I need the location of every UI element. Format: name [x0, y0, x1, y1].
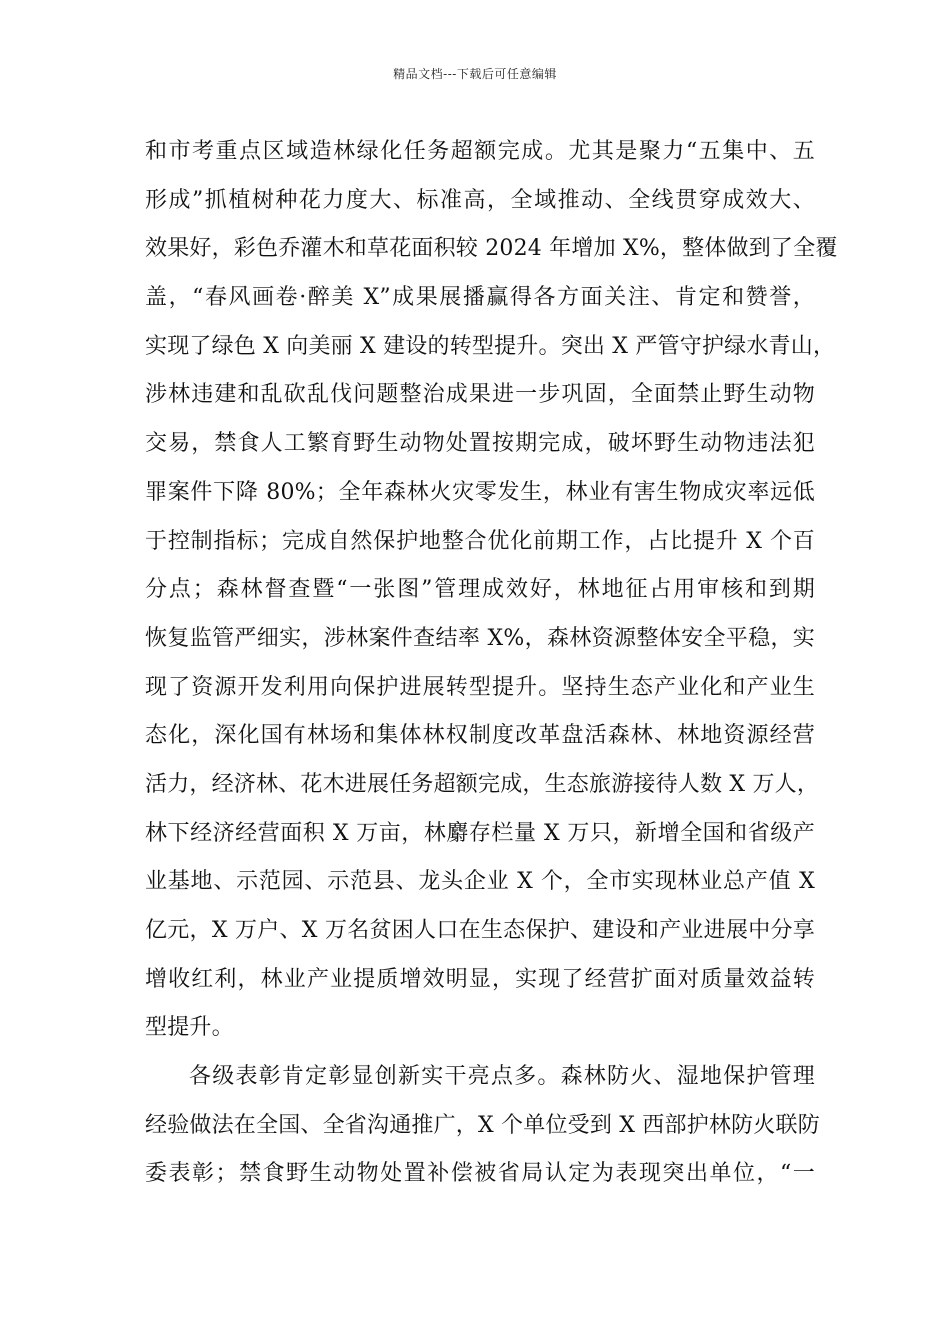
- text-line: 效果好，彩色乔灌木和草花面积较 2024 年增加 X%，整体做到了全覆: [145, 236, 838, 262]
- text-line: 交易，禁食人工繁育野生动物处置按期完成，破坏野生动物违法犯: [145, 431, 815, 457]
- text-line: 和市考重点区域造林绿化任务超额完成。尤其是聚力“五集中、五: [145, 139, 815, 164]
- text-line: 罪案件下降 80%；全年森林火灾零发生，林业有害生物成灾率远低: [145, 479, 815, 505]
- text-line: 涉林违建和乱砍乱伐问题整治成果进一步巩固，全面禁止野生动物: [145, 382, 815, 408]
- text-line: 亿元，X 万户、X 万名贫困人口在生态保护、建设和产业进展中分享: [145, 918, 815, 943]
- text-line: 经验做法在全国、全省沟通推广，X 个单位受到 X 西部护林防火联防: [145, 1112, 820, 1138]
- paragraph-1: [145, 128, 838, 1053]
- paragraph-2: [145, 1053, 820, 1199]
- text-line: 分点；森林督查暨“一张图”管理成效好，林地征占用审核和到期: [145, 577, 815, 603]
- text-line: 林下经济经营面积 X 万亩，林麝存栏量 X 万只，新增全国和省级产: [145, 820, 815, 846]
- text-line: 型提升。: [145, 1015, 234, 1041]
- text-line: 委表彰；禁食野生动物处置补偿被省局认定为表现突出单位，“一: [145, 1161, 815, 1187]
- text-line: 增收红利，林业产业提质增效明显，实现了经营扩面对质量效益转: [145, 966, 815, 992]
- text-line: 现了资源开发利用向保护进展转型提升。坚持生态产业化和产业生: [145, 674, 815, 700]
- text-line: 各级表彰肯定彰显创新实干亮点多。森林防火、湿地保护管理: [189, 1064, 815, 1090]
- text-line: 恢复监管严细实，涉林案件查结率 X%，森林资源整体安全平稳，实: [145, 625, 815, 651]
- body-text: [145, 128, 838, 1199]
- text-line: 实现了绿色 X 向美丽 X 建设的转型提升。突出 X 严管守护绿水青山，: [145, 333, 836, 359]
- page-header: 精品文档---下载后可任意编辑: [393, 67, 557, 81]
- text-line: 盖，“春风画卷·醉美 X”成果展播赢得各方面关注、肯定和赞誉，: [145, 285, 815, 311]
- text-line: 活力，经济林、花木进展任务超额完成，生态旅游接待人数 X 万人，: [145, 771, 820, 797]
- text-line: 态化，深化国有林场和集体林权制度改革盘活森林、林地资源经营: [145, 723, 815, 749]
- text-line: 于控制指标；完成自然保护地整合优化前期工作，占比提升 X 个百: [145, 528, 815, 554]
- text-line: 业基地、示范园、示范县、龙头企业 X 个，全市实现林业总产值 X: [145, 869, 815, 895]
- text-line: 形成”抓植树种花力度大、标准高，全域推动、全线贯穿成效大、: [145, 187, 815, 213]
